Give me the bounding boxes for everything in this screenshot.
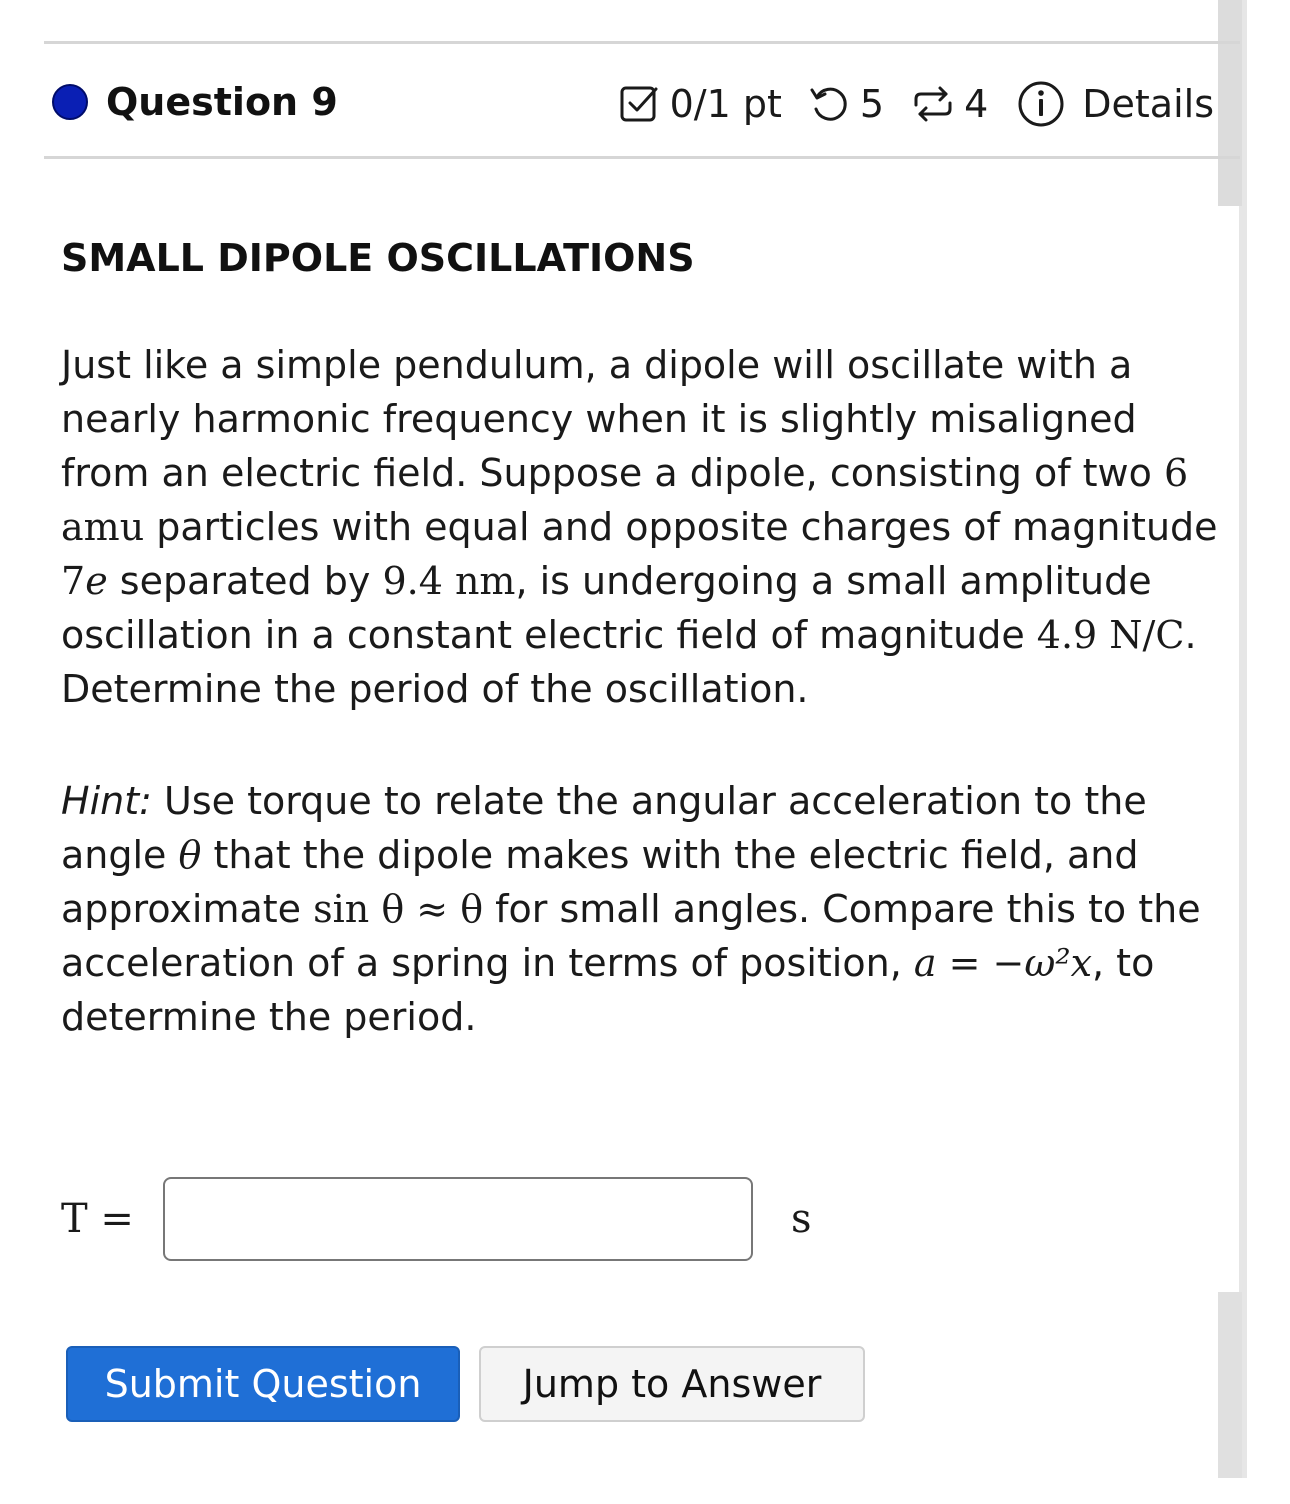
scrollbar-thumb[interactable] <box>1218 0 1242 206</box>
question-title: Question 9 <box>106 80 338 124</box>
question-body <box>61 220 1221 1044</box>
spring-equation: a = −ω²x <box>913 941 1093 985</box>
field-value: 4.9 N/C <box>1036 613 1185 657</box>
hint-text: for small angles. Compare this to the acceleration of a spring in terms of position, <box>61 887 1201 985</box>
attempts-indicator <box>910 74 988 134</box>
hint-text: , to determine the period. <box>61 941 1155 1039</box>
info-icon <box>1016 79 1066 129</box>
scrollbar-thumb-lower[interactable] <box>1218 1292 1242 1478</box>
details-label[interactable]: Details <box>1082 82 1214 126</box>
answer-label: T = <box>61 1196 134 1242</box>
theta-symbol: θ <box>178 833 202 877</box>
problem-text: particles with equal and opposite charges of magnitude <box>144 505 1218 549</box>
charge-number: 7 <box>61 559 86 603</box>
problem-text: separated by <box>107 559 383 603</box>
submit-question-button[interactable]: Submit Question <box>66 1346 460 1422</box>
details-toggle[interactable] <box>1016 74 1214 134</box>
problem-text: , is undergoing a small amplitude oscillation in a constant electric field of magnitude <box>61 559 1152 657</box>
checkbox-score-icon <box>618 83 660 125</box>
retries-indicator <box>808 74 884 134</box>
retry-icon <box>808 83 850 125</box>
small-angle-approx: sin θ ≈ θ <box>313 887 484 931</box>
problem-text: Just like a simple pendulum, a dipole will oscillate with a nearly harmonic frequency when it is slightly misaligned from an electric field. Suppose a dipole, consisting of two <box>61 343 1164 495</box>
retries-count: 5 <box>859 82 885 126</box>
question-meta <box>618 74 1214 134</box>
answer-unit: s <box>791 1196 812 1242</box>
hint-label: Hint: <box>61 779 152 823</box>
score-indicator <box>618 74 782 134</box>
problem-statement <box>61 338 1221 716</box>
hint-text: Use torque to relate the angular acceleration to the angle <box>61 779 1147 877</box>
question-status-dot-icon <box>52 84 88 120</box>
separation-value: 9.4 nm <box>382 559 516 603</box>
hint-paragraph <box>61 774 1221 1044</box>
header-divider <box>44 156 1240 159</box>
score-text: 0/1 pt <box>669 82 782 126</box>
attempts-cycle-icon <box>910 83 956 125</box>
scrollbar-track[interactable] <box>1239 0 1247 1478</box>
charge-symbol: e <box>85 559 108 603</box>
question-header <box>44 44 1220 158</box>
answer-row <box>61 1175 812 1263</box>
answer-input[interactable] <box>163 1177 753 1261</box>
jump-to-answer-button[interactable]: Jump to Answer <box>479 1346 865 1422</box>
mass-value: 6 amu <box>61 451 1189 549</box>
problem-heading: SMALL DIPOLE OSCILLATIONS <box>61 236 695 280</box>
problem-text: . Determine the period of the oscillation. <box>61 613 1197 711</box>
attempts-count: 4 <box>964 82 989 126</box>
hint-text: that the dipole makes with the electric field, and approximate <box>61 833 1139 931</box>
